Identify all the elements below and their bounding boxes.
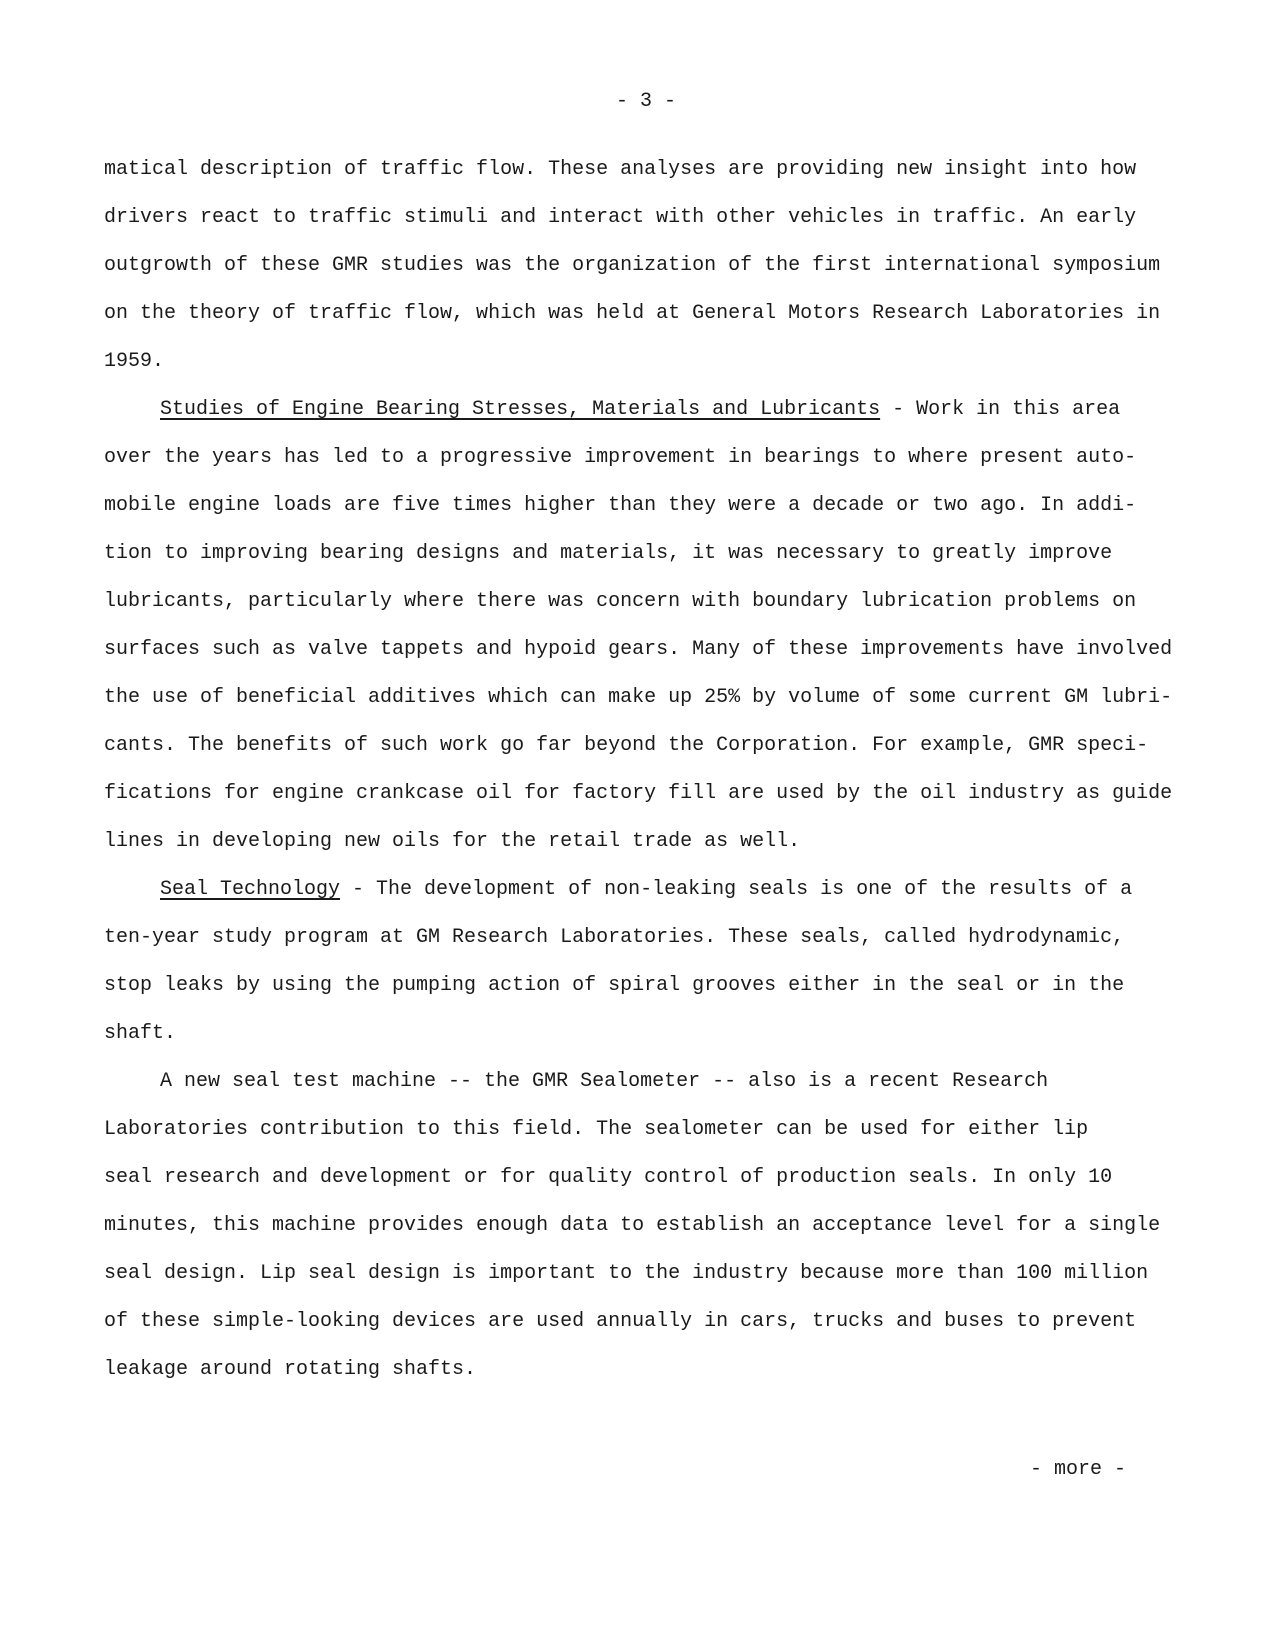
text-line: leakage around rotating shafts. bbox=[104, 1358, 477, 1381]
text-line: mobile engine loads are five times higher than they were a decade or two ago. In addi- bbox=[104, 494, 1137, 517]
text-line: shaft. bbox=[104, 1022, 177, 1045]
text-line: outgrowth of these GMR studies was the organization of the first international symposium bbox=[104, 254, 1161, 277]
text-line: surfaces such as valve tappets and hypoid gears. Many of these improvements have involved bbox=[104, 638, 1173, 661]
text-line: drivers react to traffic stimuli and interact with other vehicles in traffic. An early bbox=[104, 206, 1137, 229]
text-line: 1959. bbox=[104, 350, 165, 373]
text-line: fications for engine crankcase oil for factory fill are used by the oil industry as guide bbox=[104, 782, 1173, 805]
section-first-line bbox=[160, 880, 1132, 900]
continuation-marker: - more - bbox=[1030, 1458, 1127, 1481]
text-line: ten-year study program at GM Research Laboratories. These seals, called hydrodynamic, bbox=[104, 926, 1125, 949]
section-heading: Seal Technology bbox=[160, 878, 341, 901]
text-line: minutes, this machine provides enough data to establish an acceptance level for a single bbox=[104, 1214, 1161, 1237]
text-line: cants. The benefits of such work go far beyond the Corporation. For example, GMR speci- bbox=[104, 734, 1149, 757]
section-first-line bbox=[160, 400, 1120, 420]
text-line: tion to improving bearing designs and materials, it was necessary to greatly improve bbox=[104, 542, 1113, 565]
text-line: seal design. Lip seal design is important to the industry because more than 100 million bbox=[104, 1262, 1149, 1285]
text-run: - The development of non-leaking seals is one of the results of a bbox=[340, 878, 1133, 901]
section-heading: Studies of Engine Bearing Stresses, Materials and Lubricants bbox=[160, 398, 881, 421]
text-line: of these simple-looking devices are used annually in cars, trucks and buses to prevent bbox=[104, 1310, 1137, 1333]
text-line: A new seal test machine -- the GMR Sealometer -- also is a recent Research bbox=[160, 1070, 1049, 1093]
text-run: - Work in this area bbox=[880, 398, 1121, 421]
text-line: lines in developing new oils for the retail trade as well. bbox=[104, 830, 801, 853]
text-line: stop leaks by using the pumping action of spiral grooves either in the seal or in the bbox=[104, 974, 1125, 997]
text-line: seal research and development or for quality control of production seals. In only 10 bbox=[104, 1166, 1113, 1189]
text-line: over the years has led to a progressive improvement in bearings to where present auto- bbox=[104, 446, 1137, 469]
text-line: matical description of traffic flow. These analyses are providing new insight into how bbox=[104, 158, 1137, 181]
text-line: the use of beneficial additives which can make up 25% by volume of some current GM lubri- bbox=[104, 686, 1173, 709]
page-number: - 3 - bbox=[616, 90, 677, 113]
text-line: Laboratories contribution to this field. The sealometer can be used for either lip bbox=[104, 1118, 1089, 1141]
text-line: on the theory of traffic flow, which was held at General Motors Research Laboratories in bbox=[104, 302, 1161, 325]
text-line: lubricants, particularly where there was concern with boundary lubrication problems on bbox=[104, 590, 1137, 613]
